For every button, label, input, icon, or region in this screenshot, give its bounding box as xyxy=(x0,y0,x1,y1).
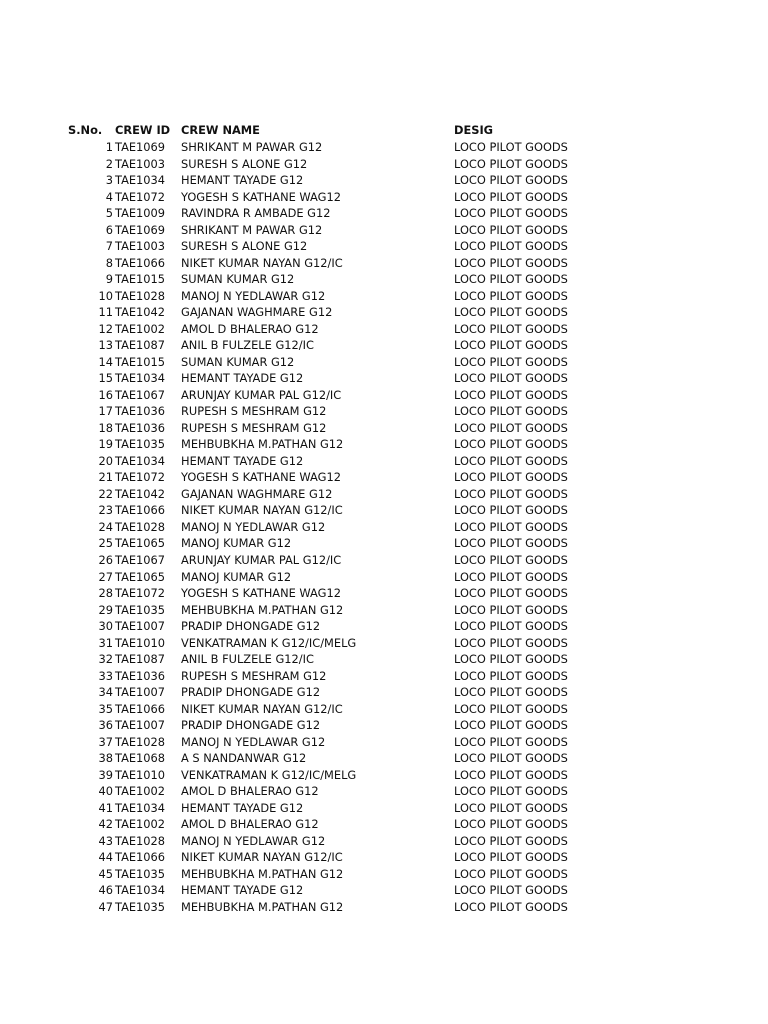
desig-cell: LOCO PILOT GOODS xyxy=(454,470,568,485)
crew-id-cell: TAE1042 xyxy=(115,305,166,320)
sno-cell: 30 xyxy=(98,619,113,634)
table-row xyxy=(0,833,768,850)
crew-name-header: CREW NAME xyxy=(181,123,260,137)
crew-name-cell: ANIL B FULZELE G12/IC xyxy=(181,652,314,667)
desig-cell: LOCO PILOT GOODS xyxy=(454,503,568,518)
sno-cell: 24 xyxy=(98,519,113,534)
crew-id-cell: TAE1036 xyxy=(115,420,166,435)
crew-id-cell: TAE1072 xyxy=(115,586,166,601)
crew-id-cell: TAE1069 xyxy=(115,140,166,154)
desig-cell: LOCO PILOT GOODS xyxy=(454,767,568,782)
sno-cell: 42 xyxy=(98,817,113,832)
desig-cell: LOCO PILOT GOODS xyxy=(454,338,568,353)
crew-name-cell: YOGESH S KATHANE WAG12 xyxy=(181,470,341,485)
crew-id-cell: TAE1067 xyxy=(115,553,166,567)
crew-id-cell: TAE1035 xyxy=(115,602,166,617)
sno-cell: 44 xyxy=(98,850,113,865)
crew-id-cell: TAE1072 xyxy=(115,470,166,485)
desig-cell: LOCO PILOT GOODS xyxy=(454,156,568,171)
crew-id-cell: TAE1034 xyxy=(115,371,166,386)
table-row xyxy=(0,453,768,470)
desig-cell: LOCO PILOT GOODS xyxy=(454,685,568,700)
sno-cell: 21 xyxy=(98,470,113,485)
crew-id-cell: TAE1066 xyxy=(115,255,166,270)
crew-id-cell: TAE1036 xyxy=(115,404,166,419)
crew-name-cell: GAJANAN WAGHMARE G12 xyxy=(181,486,333,501)
desig-cell: LOCO PILOT GOODS xyxy=(454,206,568,221)
desig-cell: LOCO PILOT GOODS xyxy=(454,569,568,584)
table-row xyxy=(0,370,768,387)
crew-name-cell: PRADIP DHONGADE G12 xyxy=(181,718,321,733)
crew-name-cell: RUPESH S MESHRAM G12 xyxy=(181,420,327,435)
crew-name-cell: AMOL D BHALERAO G12 xyxy=(181,784,319,799)
crew-name-cell: NIKET KUMAR NAYAN G12/IC xyxy=(181,701,343,716)
sno-cell: 23 xyxy=(98,503,113,518)
desig-cell: LOCO PILOT GOODS xyxy=(454,387,568,402)
crew-name-cell: RUPESH S MESHRAM G12 xyxy=(181,668,327,683)
crew-name-cell: NIKET KUMAR NAYAN G12/IC xyxy=(181,850,343,865)
table-row xyxy=(0,783,768,800)
desig-cell: LOCO PILOT GOODS xyxy=(454,800,568,815)
crew-name-cell: SHRIKANT M PAWAR G12 xyxy=(181,140,323,154)
crew-name-cell: AMOL D BHALERAO G12 xyxy=(181,817,319,832)
desig-cell: LOCO PILOT GOODS xyxy=(454,899,568,914)
crew-name-cell: HEMANT TAYADE G12 xyxy=(181,371,304,386)
table-row xyxy=(0,618,768,635)
sno-cell: 6 xyxy=(105,222,113,237)
table-row xyxy=(0,222,768,239)
sno-cell: 20 xyxy=(98,453,113,468)
crew-id-cell: TAE1028 xyxy=(115,288,166,303)
sno-cell: 39 xyxy=(98,767,113,782)
crew-name-cell: RUPESH S MESHRAM G12 xyxy=(181,404,327,419)
sno-cell: 9 xyxy=(105,272,113,287)
desig-cell: LOCO PILOT GOODS xyxy=(454,239,568,254)
crew-id-cell: TAE1015 xyxy=(115,354,166,369)
table-row xyxy=(0,255,768,272)
desig-cell: LOCO PILOT GOODS xyxy=(454,883,568,898)
sno-cell: 4 xyxy=(105,189,113,204)
table-row xyxy=(0,420,768,437)
table-row xyxy=(0,866,768,883)
table-row xyxy=(0,701,768,718)
table-row xyxy=(0,238,768,255)
crew-id-cell: TAE1042 xyxy=(115,486,166,501)
crew-name-cell: VENKATRAMAN K G12/IC/MELG xyxy=(181,635,357,650)
crew-id-cell: TAE1002 xyxy=(115,817,166,832)
crew-id-cell: TAE1002 xyxy=(115,784,166,799)
crew-name-cell: YOGESH S KATHANE WAG12 xyxy=(181,189,341,204)
desig-cell: LOCO PILOT GOODS xyxy=(454,404,568,419)
crew-id-cell: TAE1010 xyxy=(115,767,166,782)
sno-cell: 18 xyxy=(98,420,113,435)
desig-cell: LOCO PILOT GOODS xyxy=(454,173,568,188)
sno-cell: 17 xyxy=(98,404,113,419)
sno-cell: 37 xyxy=(98,734,113,749)
table-row xyxy=(0,354,768,371)
crew-name-cell: PRADIP DHONGADE G12 xyxy=(181,619,321,634)
desig-cell: LOCO PILOT GOODS xyxy=(454,619,568,634)
crew-name-cell: AMOL D BHALERAO G12 xyxy=(181,321,319,336)
crew-id-cell: TAE1087 xyxy=(115,338,166,353)
crew-id-cell: TAE1003 xyxy=(115,239,166,254)
crew-name-cell: MEHBUBKHA M.PATHAN G12 xyxy=(181,602,344,617)
sno-cell: 8 xyxy=(105,255,113,270)
crew-id-cell: TAE1007 xyxy=(115,685,166,700)
desig-cell: LOCO PILOT GOODS xyxy=(454,354,568,369)
desig-cell: LOCO PILOT GOODS xyxy=(454,850,568,865)
table-row xyxy=(0,552,768,569)
table-row xyxy=(0,750,768,767)
sno-cell: 3 xyxy=(105,173,113,188)
crew-id-cell: TAE1034 xyxy=(115,453,166,468)
sno-cell: 35 xyxy=(98,701,113,716)
table-row xyxy=(0,651,768,668)
desig-cell: LOCO PILOT GOODS xyxy=(454,635,568,650)
crew-id-cell: TAE1035 xyxy=(115,437,166,452)
table-row xyxy=(0,172,768,189)
desig-cell: LOCO PILOT GOODS xyxy=(454,288,568,303)
desig-cell: LOCO PILOT GOODS xyxy=(454,371,568,386)
crew-id-cell: TAE1003 xyxy=(115,156,166,171)
crew-name-cell: HEMANT TAYADE G12 xyxy=(181,173,304,188)
sno-cell: 14 xyxy=(98,354,113,369)
desig-cell: LOCO PILOT GOODS xyxy=(454,553,568,567)
crew-id-cell: TAE1035 xyxy=(115,899,166,914)
desig-cell: LOCO PILOT GOODS xyxy=(454,255,568,270)
sno-cell: 31 xyxy=(98,635,113,650)
desig-cell: LOCO PILOT GOODS xyxy=(454,833,568,848)
table-row xyxy=(0,684,768,701)
desig-cell: LOCO PILOT GOODS xyxy=(454,734,568,749)
table-row xyxy=(0,403,768,420)
sno-cell: 26 xyxy=(98,553,113,567)
desig-cell: LOCO PILOT GOODS xyxy=(454,189,568,204)
desig-cell: LOCO PILOT GOODS xyxy=(454,453,568,468)
crew-name-cell: GAJANAN WAGHMARE G12 xyxy=(181,305,333,320)
sno-cell: 45 xyxy=(98,866,113,881)
table-row xyxy=(0,469,768,486)
sno-cell: 38 xyxy=(98,751,113,766)
table-row xyxy=(0,502,768,519)
desig-cell: LOCO PILOT GOODS xyxy=(454,519,568,534)
table-row xyxy=(0,156,768,173)
table-row xyxy=(0,569,768,586)
desig-cell: LOCO PILOT GOODS xyxy=(454,668,568,683)
desig-cell: LOCO PILOT GOODS xyxy=(454,817,568,832)
sno-cell: 33 xyxy=(98,668,113,683)
crew-id-cell: TAE1028 xyxy=(115,734,166,749)
sno-cell: 46 xyxy=(98,883,113,898)
sno-cell: 22 xyxy=(98,486,113,501)
crew-name-cell: RAVINDRA R AMBADE G12 xyxy=(181,206,331,221)
crew-id-cell: TAE1066 xyxy=(115,503,166,518)
sno-cell: 27 xyxy=(98,569,113,584)
sno-cell: 12 xyxy=(98,321,113,336)
desig-cell: LOCO PILOT GOODS xyxy=(454,866,568,881)
crew-id-cell: TAE1034 xyxy=(115,883,166,898)
sno-cell: 16 xyxy=(98,387,113,402)
crew-name-cell: SHRIKANT M PAWAR G12 xyxy=(181,222,323,237)
crew-id-cell: TAE1065 xyxy=(115,569,166,584)
desig-cell: LOCO PILOT GOODS xyxy=(454,652,568,667)
sno-cell: 34 xyxy=(98,685,113,700)
table-row xyxy=(0,767,768,784)
crew-name-cell: MANOJ N YEDLAWAR G12 xyxy=(181,519,326,534)
crew-id-cell: TAE1015 xyxy=(115,272,166,287)
table-row xyxy=(0,668,768,685)
table-row xyxy=(0,635,768,652)
crew-name-cell: A S NANDANWAR G12 xyxy=(181,751,307,766)
crew-id-cell: TAE1007 xyxy=(115,718,166,733)
crew-name-cell: SUMAN KUMAR G12 xyxy=(181,272,295,287)
table-row xyxy=(0,585,768,602)
table-row xyxy=(0,882,768,899)
table-row xyxy=(0,189,768,206)
crew-id-cell: TAE1028 xyxy=(115,833,166,848)
sno-cell: 19 xyxy=(98,437,113,452)
desig-cell: LOCO PILOT GOODS xyxy=(454,486,568,501)
crew-id-cell: TAE1087 xyxy=(115,652,166,667)
table-row xyxy=(0,205,768,222)
sno-cell: 10 xyxy=(98,288,113,303)
header-row xyxy=(0,122,768,139)
crew-id-cell: TAE1034 xyxy=(115,173,166,188)
table-row xyxy=(0,304,768,321)
crew-name-cell: ANIL B FULZELE G12/IC xyxy=(181,338,314,353)
sno-cell: 32 xyxy=(98,652,113,667)
crew-id-cell: TAE1035 xyxy=(115,866,166,881)
desig-cell: LOCO PILOT GOODS xyxy=(454,222,568,237)
crew-id-cell: TAE1068 xyxy=(115,751,166,766)
crew-name-cell: MANOJ KUMAR G12 xyxy=(181,536,292,551)
desig-cell: LOCO PILOT GOODS xyxy=(454,718,568,733)
table-row xyxy=(0,519,768,536)
sno-cell: 5 xyxy=(105,206,113,221)
table-row xyxy=(0,337,768,354)
crew-name-cell: MANOJ KUMAR G12 xyxy=(181,569,292,584)
crew-id-cell: TAE1066 xyxy=(115,850,166,865)
sno-cell: 47 xyxy=(98,899,113,914)
sno-cell: 28 xyxy=(98,586,113,601)
desig-cell: LOCO PILOT GOODS xyxy=(454,321,568,336)
desig-cell: LOCO PILOT GOODS xyxy=(454,140,568,154)
crew-name-cell: ARUNJAY KUMAR PAL G12/IC xyxy=(181,553,342,567)
crew-name-cell: MEHBUBKHA M.PATHAN G12 xyxy=(181,437,344,452)
table-row xyxy=(0,535,768,552)
table-row xyxy=(0,486,768,503)
crew-name-cell: SURESH S ALONE G12 xyxy=(181,239,308,254)
crew-name-cell: NIKET KUMAR NAYAN G12/IC xyxy=(181,503,343,518)
desig-cell: LOCO PILOT GOODS xyxy=(454,536,568,551)
crew-id-cell: TAE1028 xyxy=(115,519,166,534)
crew-id-cell: TAE1007 xyxy=(115,619,166,634)
table-row xyxy=(0,288,768,305)
sno-cell: 2 xyxy=(105,156,113,171)
table-row xyxy=(0,816,768,833)
crew-id-cell: TAE1067 xyxy=(115,387,166,402)
crew-id-cell: TAE1066 xyxy=(115,701,166,716)
sno-cell: 13 xyxy=(98,338,113,353)
crew-name-cell: HEMANT TAYADE G12 xyxy=(181,453,304,468)
crew-name-cell: MANOJ N YEDLAWAR G12 xyxy=(181,288,326,303)
table-row xyxy=(0,734,768,751)
sno-cell: 43 xyxy=(98,833,113,848)
desig-cell: LOCO PILOT GOODS xyxy=(454,751,568,766)
table-row xyxy=(0,387,768,404)
desig-cell: LOCO PILOT GOODS xyxy=(454,586,568,601)
crew-id-cell: TAE1069 xyxy=(115,222,166,237)
sno-cell: 7 xyxy=(105,239,113,254)
desig-cell: LOCO PILOT GOODS xyxy=(454,602,568,617)
crew-id-cell: TAE1009 xyxy=(115,206,166,221)
sno-cell: 40 xyxy=(98,784,113,799)
crew-name-cell: NIKET KUMAR NAYAN G12/IC xyxy=(181,255,343,270)
crew-id-cell: TAE1010 xyxy=(115,635,166,650)
crew-name-cell: PRADIP DHONGADE G12 xyxy=(181,685,321,700)
table-row xyxy=(0,800,768,817)
sno-header: S.No. xyxy=(68,123,103,137)
sno-cell: 29 xyxy=(98,602,113,617)
crew-id-cell: TAE1002 xyxy=(115,321,166,336)
sno-cell: 41 xyxy=(98,800,113,815)
crew-name-cell: MANOJ N YEDLAWAR G12 xyxy=(181,833,326,848)
crew-id-cell: TAE1036 xyxy=(115,668,166,683)
desig-cell: LOCO PILOT GOODS xyxy=(454,272,568,287)
crew-id-header: CREW ID xyxy=(115,123,171,137)
crew-name-cell: HEMANT TAYADE G12 xyxy=(181,883,304,898)
sno-cell: 11 xyxy=(98,305,113,320)
desig-cell: LOCO PILOT GOODS xyxy=(454,305,568,320)
desig-cell: LOCO PILOT GOODS xyxy=(454,701,568,716)
crew-name-cell: HEMANT TAYADE G12 xyxy=(181,800,304,815)
crew-id-cell: TAE1034 xyxy=(115,800,166,815)
crew-name-cell: MEHBUBKHA M.PATHAN G12 xyxy=(181,866,344,881)
table-row xyxy=(0,139,768,156)
sno-cell: 36 xyxy=(98,718,113,733)
crew-name-cell: ARUNJAY KUMAR PAL G12/IC xyxy=(181,387,342,402)
sno-cell: 1 xyxy=(105,140,113,154)
table-row xyxy=(0,717,768,734)
crew-id-cell: TAE1065 xyxy=(115,536,166,551)
table-row xyxy=(0,271,768,288)
crew-id-cell: TAE1072 xyxy=(115,189,166,204)
sno-cell: 25 xyxy=(98,536,113,551)
table-row xyxy=(0,436,768,453)
desig-cell: LOCO PILOT GOODS xyxy=(454,437,568,452)
table-row xyxy=(0,899,768,916)
crew-name-cell: MANOJ N YEDLAWAR G12 xyxy=(181,734,326,749)
sno-cell: 15 xyxy=(98,371,113,386)
desig-cell: LOCO PILOT GOODS xyxy=(454,784,568,799)
table-row xyxy=(0,849,768,866)
crew-name-cell: YOGESH S KATHANE WAG12 xyxy=(181,586,341,601)
desig-header: DESIG xyxy=(454,123,494,137)
crew-name-cell: MEHBUBKHA M.PATHAN G12 xyxy=(181,899,344,914)
crew-name-cell: SUMAN KUMAR G12 xyxy=(181,354,295,369)
table-row xyxy=(0,602,768,619)
crew-name-cell: VENKATRAMAN K G12/IC/MELG xyxy=(181,767,357,782)
crew-name-cell: SURESH S ALONE G12 xyxy=(181,156,308,171)
table-row xyxy=(0,321,768,338)
desig-cell: LOCO PILOT GOODS xyxy=(454,420,568,435)
